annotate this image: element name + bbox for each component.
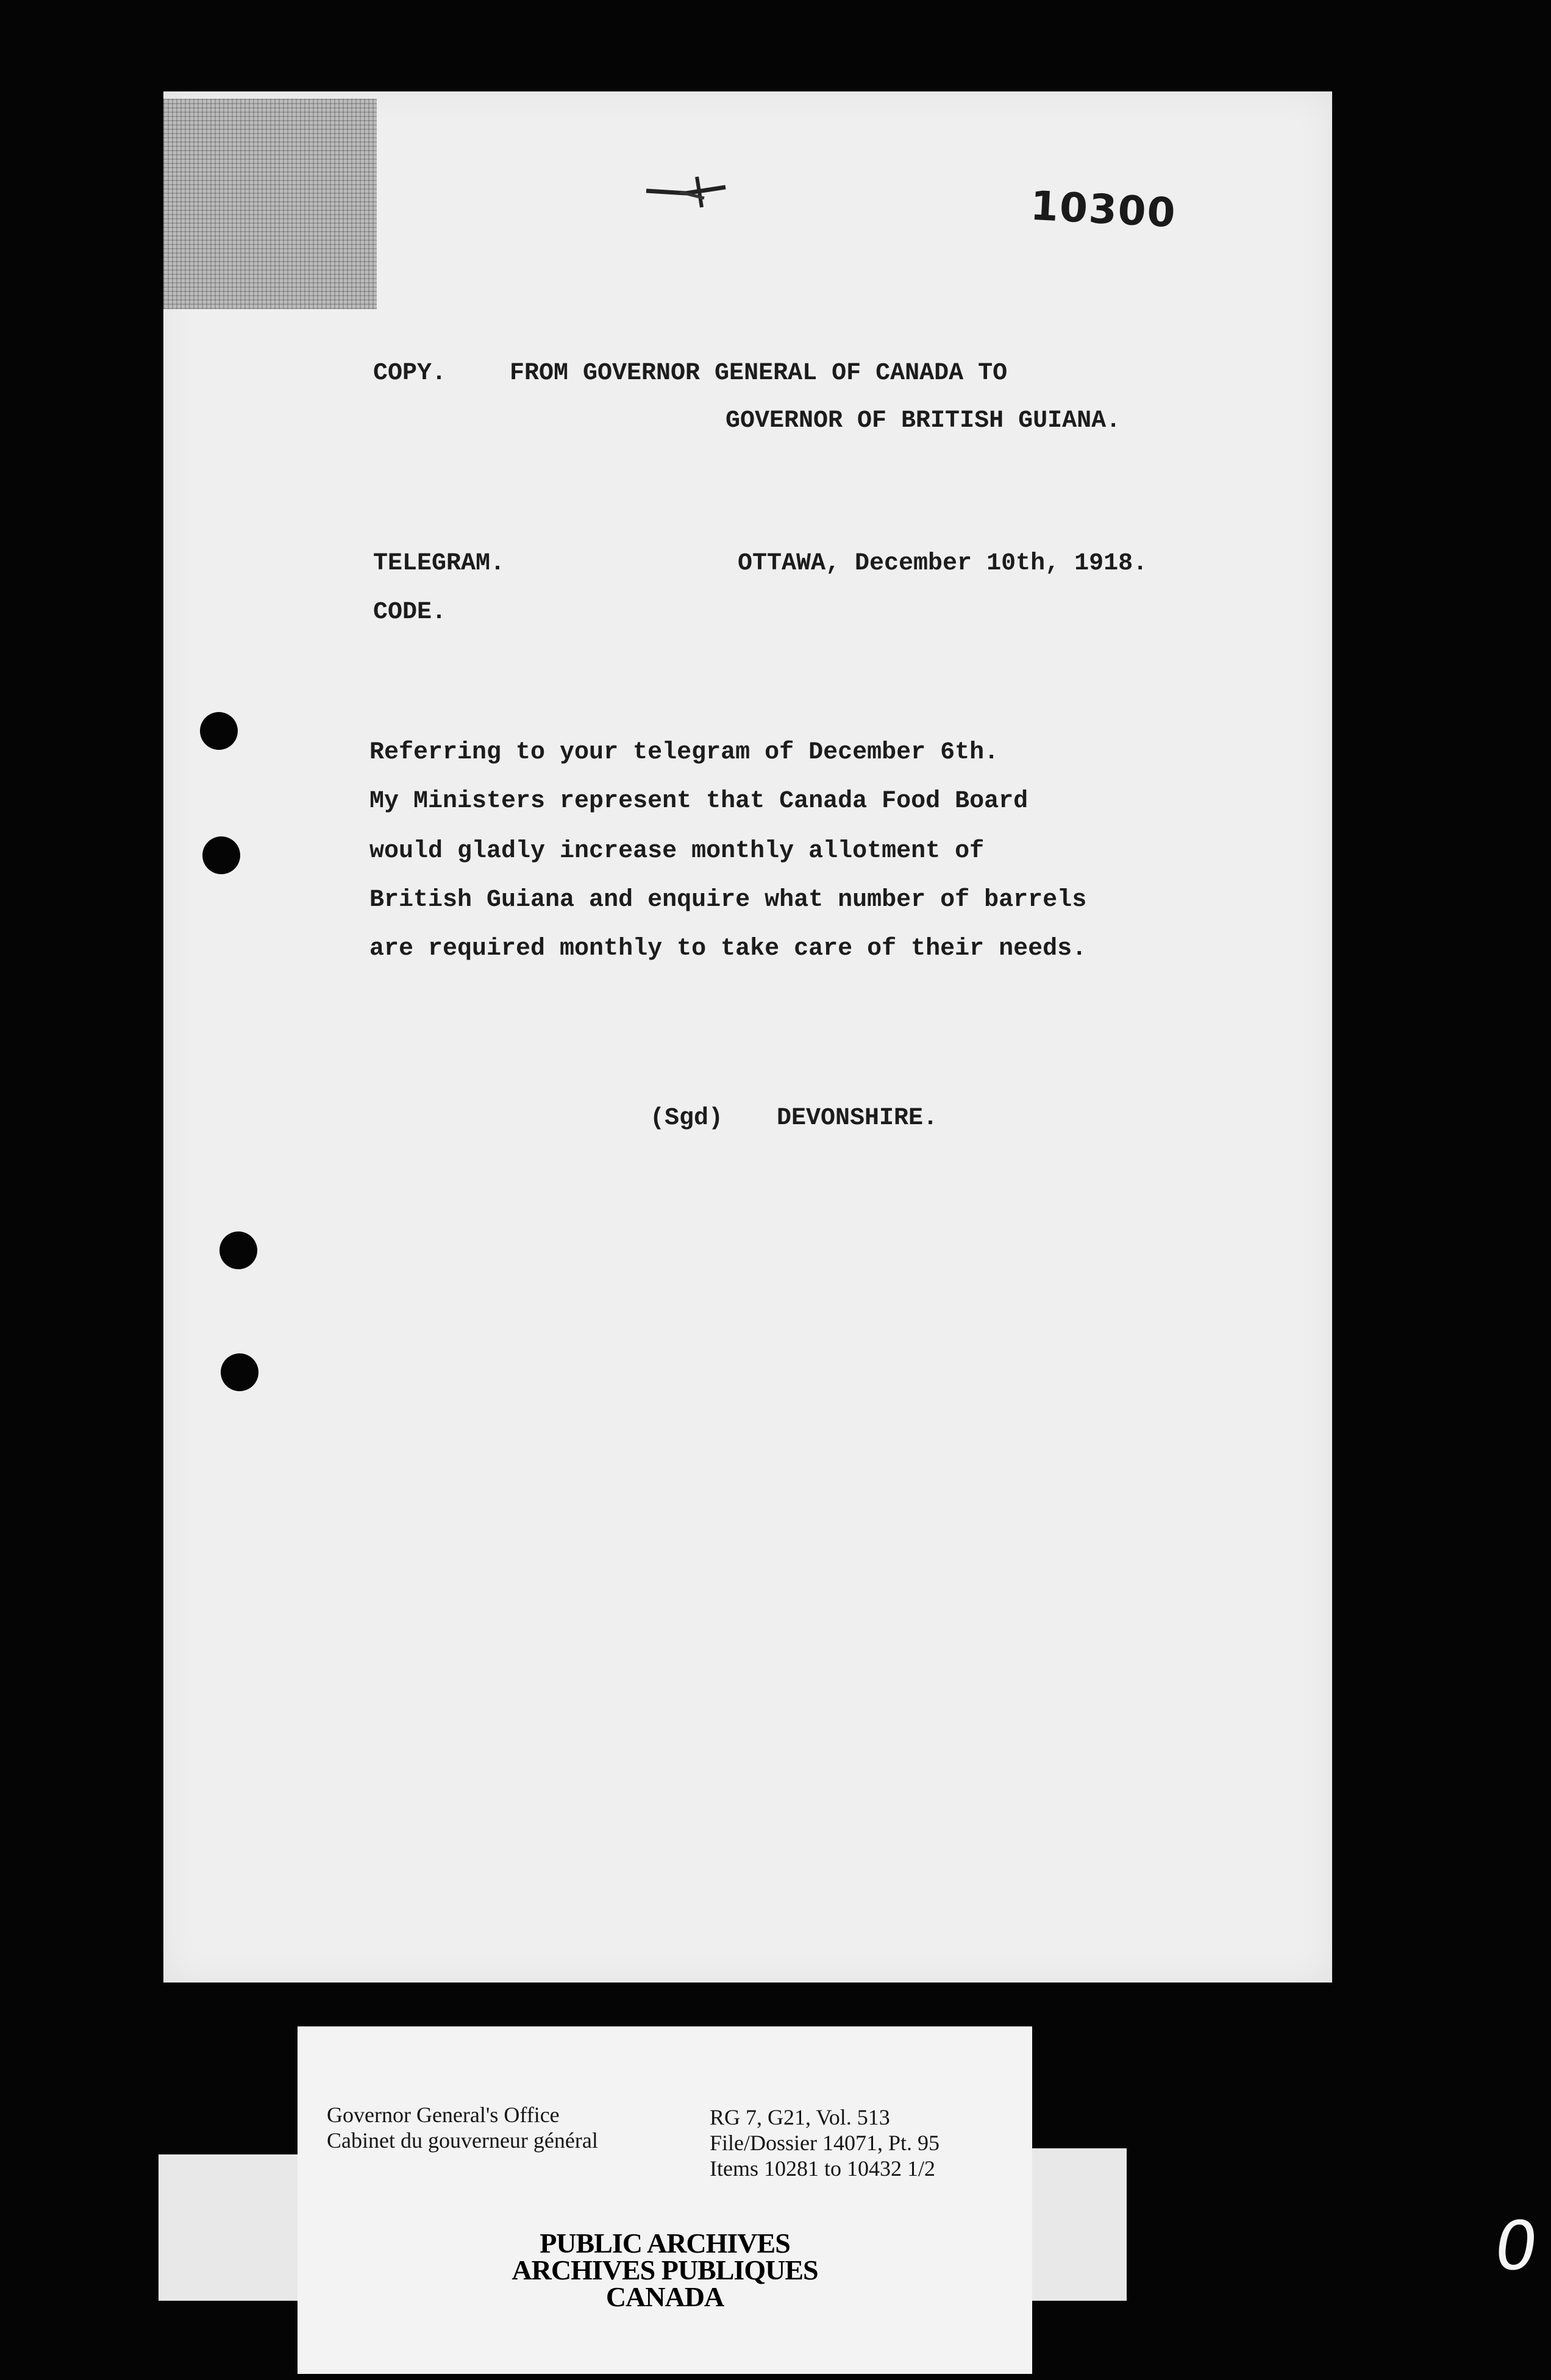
archive-label-card bbox=[298, 2026, 1032, 2374]
telegram-label: TELEGRAM. bbox=[373, 550, 505, 577]
code-label: CODE. bbox=[373, 599, 447, 626]
label-side-tab bbox=[159, 2154, 302, 2301]
archives-stamp-line: CANADA bbox=[605, 2281, 724, 2312]
document-number-stamp: 10300 bbox=[1029, 182, 1178, 237]
punch-hole bbox=[221, 1353, 258, 1391]
archive-ref-line: File/Dossier 14071, Pt. 95 bbox=[710, 2131, 940, 2155]
place-date: OTTAWA, December 10th, 1918. bbox=[738, 550, 1148, 577]
to-line: GOVERNOR OF BRITISH GUIANA. bbox=[726, 407, 1121, 435]
archive-ref-line: RG 7, G21, Vol. 513 bbox=[710, 2105, 890, 2129]
archive-ref-line: Items 10281 to 10432 1/2 bbox=[710, 2156, 935, 2181]
body-line: British Guiana and enquire what number of barrels bbox=[369, 886, 1087, 914]
punch-hole bbox=[202, 836, 240, 874]
punch-hole bbox=[200, 712, 238, 750]
office-english: Governor General's Office bbox=[327, 2103, 560, 2127]
label-side-tab bbox=[1029, 2148, 1127, 2301]
body-line: Referring to your telegram of December 6th. bbox=[369, 739, 999, 766]
archives-stamp-line: ARCHIVES PUBLIQUES bbox=[512, 2254, 818, 2286]
paper-clip-mark-icon bbox=[643, 174, 729, 210]
archives-stamp-line: PUBLIC ARCHIVES bbox=[540, 2228, 790, 2259]
from-line: FROM GOVERNOR GENERAL OF CANADA TO bbox=[510, 360, 1008, 387]
signature-name: DEVONSHIRE. bbox=[777, 1105, 938, 1132]
signature-sgd: (Sgd) bbox=[650, 1105, 724, 1132]
body-line: My Ministers represent that Canada Food Board bbox=[369, 788, 1029, 815]
copy-label: COPY. bbox=[373, 360, 447, 387]
punch-hole bbox=[219, 1231, 257, 1269]
body-line: would gladly increase monthly allotment of bbox=[369, 838, 985, 865]
textured-corner-patch bbox=[163, 99, 377, 309]
office-french: Cabinet du gouverneur général bbox=[327, 2128, 598, 2153]
body-line: are required monthly to take care of their needs. bbox=[369, 935, 1087, 963]
frame-number: 0 bbox=[1489, 2207, 1543, 2285]
